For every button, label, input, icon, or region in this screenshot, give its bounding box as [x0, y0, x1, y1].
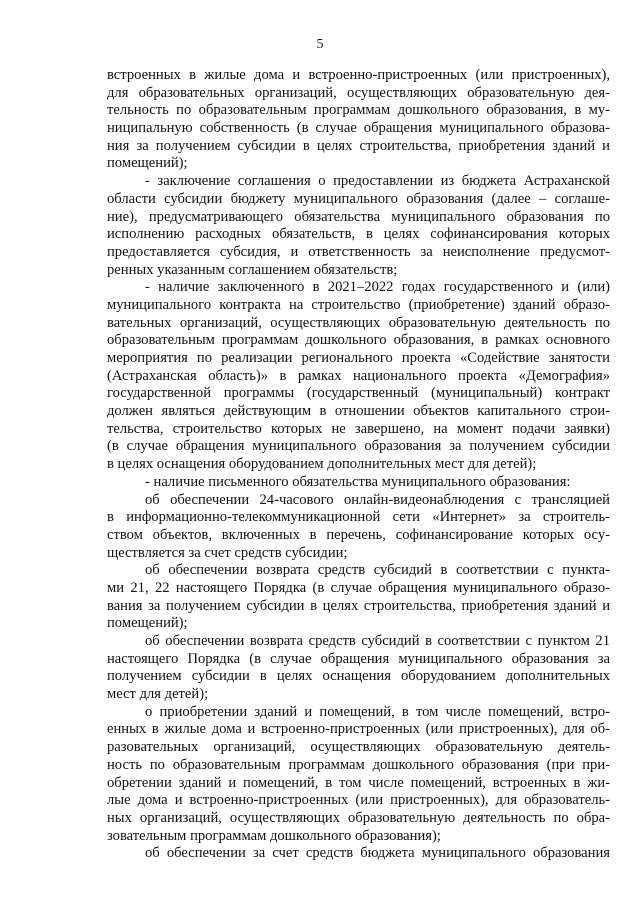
text-line: ния за получением субсидии в целях строительства, приобретения зданий и — [107, 137, 610, 154]
text-line: вания за получением субсидии в целях строительства, приобретения зданий и — [107, 597, 610, 614]
text-line: мероприятия по реализации регионального проекта «Содействие занятости — [107, 350, 610, 366]
text-line: ниципальную собственность (в случае обращения муниципального образова- — [107, 120, 610, 137]
text-line: муниципального контракта на строительство (приобретение) зданий образо- — [107, 296, 610, 313]
text-line: вательных организаций, осуществляющих образовательную деятельность по — [107, 314, 610, 331]
text-line: ность по образовательным программам дошкольного образования (при при- — [107, 756, 610, 773]
text-line: помещений); — [107, 155, 188, 172]
text-line: предоставляется субсидия, и ответственность за неисполнение предусмот- — [107, 243, 610, 260]
text-line: об обеспечении возврата средств субсидий в соответствии с пунктом 21 — [145, 633, 610, 649]
text-line: государственной программы (государственный (муниципальный) контракт — [107, 385, 610, 402]
text-line: получением субсидии в целях оснащения оборудованием дополнительных — [107, 668, 610, 685]
text-line: тельства, строительство которых не завершено, на момент подачи заявки) — [107, 420, 610, 437]
text-line: (Астраханская область)» в рамках национального проекта «Демография» — [107, 367, 610, 384]
text-line: ренных указанным соглашением обязательств; — [107, 261, 398, 278]
text-line: (в случае обращения муниципального образования за получением субсидии — [107, 438, 610, 455]
text-line: зовательным программам дошкольного образования); — [107, 827, 441, 844]
text-line: для образовательных организаций, осуществляющих образовательную дея- — [107, 84, 610, 101]
text-line: о приобретении зданий и помещений, в том числе помещений, встро- — [145, 703, 610, 720]
text-line: ми 21, 22 настоящего Порядка (в случае обращения муниципального образо- — [107, 579, 610, 596]
page-number: 5 — [316, 37, 324, 52]
text-line: об обеспечении 24-часового онлайн-видеонаблюдения с трансляцией — [145, 491, 610, 508]
text-line: исполнению расходных обязательств, в целях софинансирования которых — [107, 226, 610, 243]
text-line: тельность по образовательным программам дошкольного образования, в му- — [107, 102, 610, 119]
text-line: обретении зданий и помещений, в том числе помещений, встроенных в жи- — [107, 774, 610, 791]
text-line: - наличие заключенного в 2021–2022 годах государственного и (или) — [145, 279, 610, 296]
text-line: мест для детей); — [107, 686, 209, 703]
text-line: разовательных организаций, осуществляющих образовательную деятель- — [107, 739, 610, 756]
text-line: настоящего Порядка (в случае обращения муниципального образования за — [107, 650, 610, 667]
text-line: должен являться действующим в отношении объектов капитального строи- — [107, 403, 610, 420]
text-line: помещений); — [107, 615, 188, 632]
text-line: ных организаций, осуществляющих образовательную деятельность по обра- — [107, 809, 610, 826]
text-line: - наличие письменного обязательства муниципального образования: — [145, 473, 571, 490]
text-line: образовательным программам дошкольного образования, в рамках основного — [107, 332, 610, 349]
text-line: - заключение соглашения о предоставлении из бюджета Астраханской — [145, 173, 610, 190]
text-line: ществляется за счет средств субсидии; — [107, 544, 348, 561]
text-line: в информационно-телекоммуникационной сети «Интернет» за строитель- — [107, 509, 610, 526]
text-line: встроенных в жилые дома и встроенно-пристроенных (или пристроенных), — [107, 67, 610, 83]
text-line: об обеспечении за счет средств бюджета муниципального образования — [145, 845, 610, 862]
document-body — [107, 67, 610, 863]
text-line: лые дома и встроенно-пристроенных (или пристроенных), для образователь- — [107, 792, 610, 809]
text-line: ством объектов, включенных в перечень, софинансирование которых осу- — [107, 526, 610, 543]
text-line: об обеспечении возврата средств субсидий в соответствии с пункта- — [145, 562, 610, 579]
text-line: в целях оснащения оборудованием дополнительных мест для детей); — [107, 456, 537, 473]
text-line: ние), предусматривающего обязательства муниципального образования по — [107, 208, 610, 225]
text-line: енных в жилые дома и встроенно-пристроенных (или пристроенных), для об- — [107, 721, 610, 738]
text-line: области субсидии бюджету муниципального образования (далее – соглаше- — [107, 190, 610, 207]
